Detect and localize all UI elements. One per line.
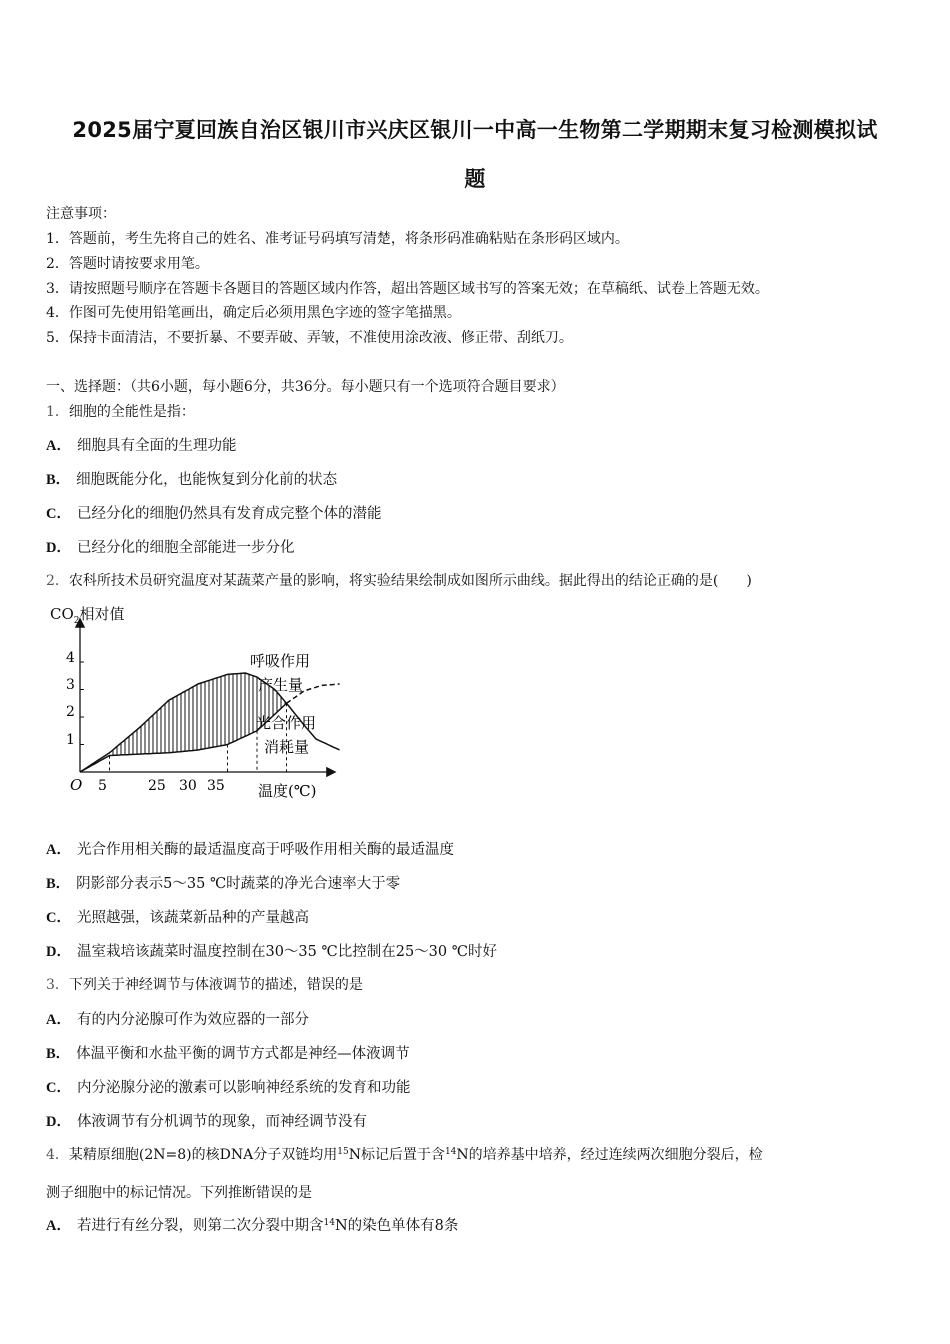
notice-item: 4．作图可先使用铅笔画出，确定后必须用黑色字迹的签字笔描黑。 bbox=[46, 305, 461, 321]
notice-item: 3．请按照题号顺序在答题卡各题目的答题区域内作答，超出答题区域书写的答案无效；在草稿纸、试卷上答题无效。 bbox=[46, 281, 769, 297]
notice-item: 5．保持卡面清洁，不要折暴、不要弄破、弄皱，不准使用涂改液、修正带、刮纸刀。 bbox=[46, 330, 573, 346]
option-label: A． bbox=[46, 438, 71, 454]
y-tick-label: 3 bbox=[66, 677, 75, 693]
x-tick-label: 35 bbox=[207, 778, 225, 794]
question-1-option-a bbox=[46, 434, 236, 455]
option-text: 已经分化的细胞仍然具有发育成完整个体的潜能 bbox=[76, 506, 382, 522]
option-text: N的染色单体有8条 bbox=[334, 1218, 459, 1234]
origin-label: O bbox=[70, 776, 83, 794]
option-text: 光合作用相关酶的最适温度高于呼吸作用相关酶的最适温度 bbox=[76, 842, 454, 858]
legend-respiration: 产生量 bbox=[258, 676, 304, 694]
option-text: 体温平衡和水盐平衡的调节方式都是神经—体液调节 bbox=[76, 1046, 410, 1062]
option-label: D． bbox=[46, 944, 71, 960]
option-label: D． bbox=[46, 540, 71, 556]
page-title-line-2: 题 bbox=[464, 167, 486, 191]
option-label: B． bbox=[46, 1046, 71, 1062]
option-label: C． bbox=[46, 910, 71, 926]
question-4-stem-continued: 测子细胞中的标记情况。下列推断错误的是 bbox=[46, 1185, 312, 1201]
question-4-stem bbox=[46, 1144, 763, 1164]
option-text: 细胞具有全面的生理功能 bbox=[76, 438, 237, 454]
option-text: 阴影部分表示5～35 ℃时蔬菜的净光合速率大于零 bbox=[76, 876, 401, 892]
option-label: D． bbox=[46, 1114, 71, 1130]
option-label: C． bbox=[46, 1080, 71, 1096]
question-3-option-a bbox=[46, 1008, 309, 1029]
question-number: 4． bbox=[46, 1147, 69, 1163]
option-label: A． bbox=[46, 842, 71, 858]
question-1-option-b bbox=[46, 468, 337, 489]
option-label: A． bbox=[46, 1012, 71, 1028]
question-text: N标记后置于含 bbox=[348, 1147, 445, 1163]
x-axis-label: 温度(℃) bbox=[258, 782, 317, 800]
superscript: 14 bbox=[444, 1147, 457, 1157]
question-1-option-d bbox=[46, 536, 294, 557]
question-text: 下列关于神经调节与体液调节的描述，错误的是 bbox=[68, 977, 363, 993]
question-1-option-c bbox=[46, 502, 381, 523]
legend-photosynthesis: 消耗量 bbox=[264, 738, 310, 756]
option-text: 有的内分泌腺可作为效应器的一部分 bbox=[76, 1012, 309, 1028]
notice-item: 1．答题前，考生先将自己的姓名、准考证号码填写清楚，将条形码准确粘贴在条形码区域内。 bbox=[46, 231, 629, 247]
option-text: 内分泌腺分泌的激素可以影响神经系统的发育和功能 bbox=[76, 1080, 411, 1096]
question-3-option-d bbox=[46, 1110, 367, 1131]
co2-temperature-graph bbox=[44, 598, 344, 808]
question-text: N的培养基中培养，经过连续两次细胞分裂后，检 bbox=[456, 1147, 763, 1163]
option-text: 已经分化的细胞全部能进一步分化 bbox=[76, 540, 295, 556]
page-title-line-1: 2025届宁夏回族自治区银川市兴庆区银川一中高一生物第二学期期末复习检测模拟试 bbox=[72, 118, 878, 142]
option-label: B． bbox=[46, 876, 71, 892]
option-text: 温室栽培该蔬菜时温度控制在30～35 ℃比控制在25～30 ℃时好 bbox=[76, 944, 497, 960]
question-2-option-d bbox=[46, 940, 497, 961]
question-text: 某精原细胞(2N=8)的核DNA分子双链均用 bbox=[68, 1147, 338, 1163]
question-2-option-c bbox=[46, 906, 309, 927]
legend-respiration: 呼吸作用 bbox=[250, 652, 311, 670]
x-tick-label: 30 bbox=[179, 778, 197, 794]
question-number: 1． bbox=[46, 404, 69, 420]
question-1-stem bbox=[46, 401, 195, 421]
question-3-option-b bbox=[46, 1042, 410, 1063]
y-tick-label: 1 bbox=[66, 732, 75, 748]
y-tick-label: 2 bbox=[66, 704, 75, 720]
question-2-option-a bbox=[46, 838, 454, 859]
question-3-option-c bbox=[46, 1076, 410, 1097]
option-label: A． bbox=[46, 1218, 71, 1234]
section-heading: 一、选择题：（共6小题，每小题6分，共36分。每小题只有一个选项符合题目要求） bbox=[46, 379, 565, 395]
option-text: 光照越强，该蔬菜新品种的产量越高 bbox=[76, 910, 309, 926]
question-2-option-b bbox=[46, 872, 400, 893]
option-text: 若进行有丝分裂，则第二次分裂中期含 bbox=[76, 1218, 324, 1234]
question-text: 细胞的全能性是指： bbox=[68, 404, 195, 420]
x-tick-label: 5 bbox=[98, 778, 107, 794]
question-4-option-a bbox=[46, 1214, 458, 1235]
question-number: 3． bbox=[46, 977, 69, 993]
superscript: 15 bbox=[337, 1147, 349, 1157]
y-axis-label: $CO_2$相对值 bbox=[50, 605, 125, 626]
x-tick-label: 25 bbox=[148, 778, 166, 794]
question-text: 农科所技术员研究温度对某蔬菜产量的影响，将实验结果绘制成如图所示曲线。据此得出的结论正确的是( ) bbox=[68, 573, 752, 589]
notice-heading: 注意事项： bbox=[46, 206, 116, 222]
option-text: 体液调节有分机调节的现象，而神经调节没有 bbox=[76, 1114, 367, 1130]
option-label: B． bbox=[46, 472, 71, 488]
option-text: 细胞既能分化，也能恢复到分化前的状态 bbox=[76, 472, 338, 488]
y-tick-label: 4 bbox=[66, 650, 75, 666]
question-2-stem bbox=[46, 570, 752, 590]
option-label: C． bbox=[46, 506, 71, 522]
legend-photosynthesis: 光合作用 bbox=[256, 714, 317, 732]
question-number: 2． bbox=[46, 573, 69, 589]
notice-item: 2．答题时请按要求用笔。 bbox=[46, 256, 209, 272]
question-3-stem bbox=[46, 974, 363, 994]
superscript: 14 bbox=[323, 1218, 335, 1228]
